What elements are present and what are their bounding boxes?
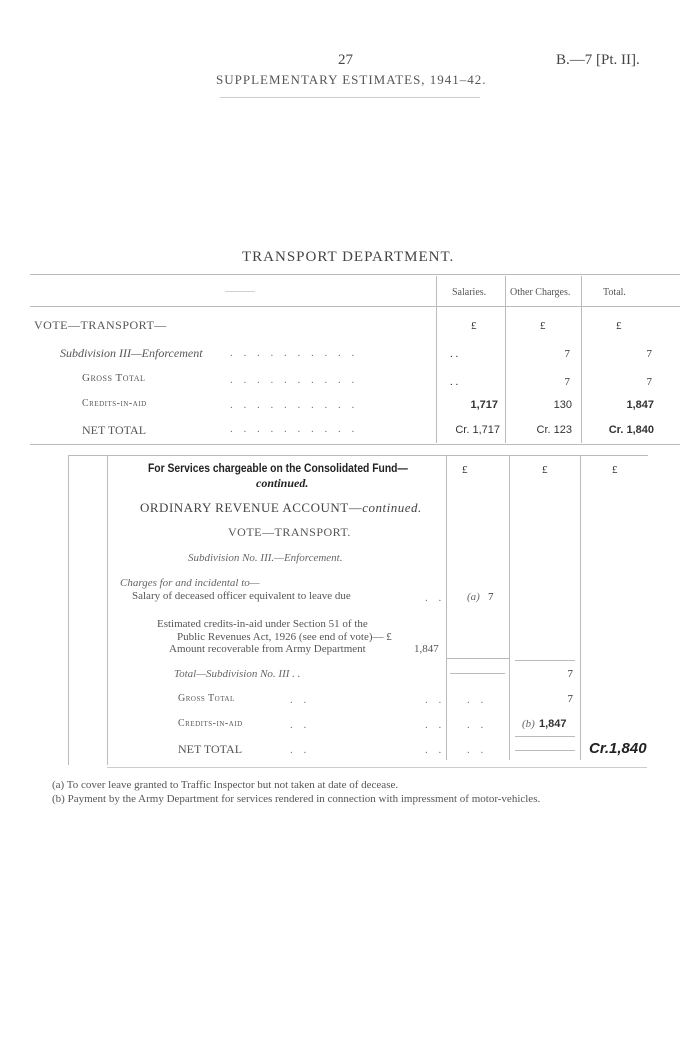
currency-total: £ <box>612 464 618 476</box>
total-value: Cr. 1,840 <box>608 424 654 436</box>
currency-total: £ <box>616 320 622 332</box>
document-title: SUPPLEMENTARY ESTIMATES, 1941–42. <box>216 72 487 87</box>
net-total-label: NET TOTAL <box>178 742 243 756</box>
column-divider <box>436 276 437 443</box>
credits-dots: . . <box>290 719 311 731</box>
column-divider <box>509 455 510 760</box>
salaries-value: 1,717 <box>470 399 498 411</box>
account-continued: continued. <box>362 500 422 515</box>
column-divider <box>580 455 581 760</box>
currency-other: £ <box>542 464 548 476</box>
column-divider <box>505 276 506 443</box>
row-dots: . . . . . . . . . . <box>230 399 359 411</box>
other-charges-value: Cr. 123 <box>536 424 572 436</box>
vote-heading: VOTE—TRANSPORT. <box>228 525 351 539</box>
net-other-rule <box>515 750 575 751</box>
row-label: NET TOTAL <box>82 423 147 437</box>
other-charges-value: 7 <box>564 376 570 388</box>
page-number: 27 <box>338 52 353 68</box>
footnote-a: (a) To cover leave granted to Traffic Inspector but not taken at date of decease. <box>52 779 399 791</box>
credits-in-aid-label: Credits-in-aid <box>178 718 243 729</box>
row-dots: . . . . . . . . . . <box>230 374 359 386</box>
credits-dots: . . <box>425 719 446 731</box>
column-divider <box>446 455 447 760</box>
header-bottom-rule <box>30 306 680 307</box>
total-subdivision-label: Total—Subdivision No. III . . <box>174 668 301 680</box>
section-bottom-rule <box>107 767 647 768</box>
left-border-inner <box>107 455 108 765</box>
credits-rule <box>446 658 509 659</box>
currency-salaries: £ <box>462 464 468 476</box>
credits-estimate-line: Amount recoverable from Army Department <box>169 643 366 655</box>
other-charges-value: 130 <box>553 399 572 411</box>
row-label: Subdivision III—Enforcement <box>60 346 203 360</box>
net-rule <box>515 736 575 737</box>
credits-estimate-line: Estimated credits-in-aid under Section 51 of the <box>157 618 368 630</box>
subdivision-heading: Subdivision No. III.—Enforcement. <box>188 552 343 564</box>
section-heading-continued: continued. <box>256 476 309 490</box>
salaries-value: . . <box>450 348 459 360</box>
column-header-other-charges: Other Charges. <box>510 287 571 298</box>
salary-value: 7 <box>488 591 494 603</box>
gross-dots: . . <box>425 694 446 706</box>
left-border <box>68 455 69 765</box>
total-value: 7 <box>646 348 652 360</box>
net-total-value: Cr.1,840 <box>589 740 647 757</box>
credits-estimate-line: Public Revenues Act, 1926 (see end of vote)— £ <box>177 631 392 643</box>
total-value: 1,847 <box>626 399 654 411</box>
salaries-value: . . <box>450 376 459 388</box>
account-heading <box>140 500 422 516</box>
section-top-rule <box>68 455 648 456</box>
other-charges-value: 7 <box>564 348 570 360</box>
salaries-value: Cr. 1,717 <box>455 424 500 436</box>
table-top-rule <box>30 274 680 275</box>
section-heading: For Services chargeable on the Consolidated Fund— <box>148 461 408 475</box>
vote-label: VOTE—TRANSPORT— <box>34 318 167 332</box>
blank-column-header: ——— <box>225 286 255 297</box>
account-name: ORDINARY REVENUE ACCOUNT— <box>140 500 363 515</box>
gross-salaries-dots: . . <box>467 694 488 706</box>
net-salaries-dots: . . <box>467 744 488 756</box>
header-rule <box>220 97 480 98</box>
gross-dots: . . <box>290 694 311 706</box>
column-header-total: Total. <box>603 287 626 298</box>
column-divider <box>581 276 582 443</box>
row-dots: . . . . . . . . . . <box>230 423 359 435</box>
gross-total-value: 7 <box>567 693 573 705</box>
footnote-ref-b: (b) <box>522 718 535 730</box>
row-dots: . . . . . . . . . . <box>230 347 359 359</box>
credits-salaries-dots: . . <box>467 719 488 731</box>
department-title: TRANSPORT DEPARTMENT. <box>242 249 455 265</box>
salary-item: Salary of deceased officer equivalent to leave due <box>132 590 351 602</box>
credits-in-aid-value: 1,847 <box>539 718 567 730</box>
footnote-ref-a: (a) <box>467 591 480 603</box>
table-bottom-rule <box>30 444 680 445</box>
column-header-salaries: Salaries. <box>452 287 487 298</box>
document-code: B.—7 [Pt. II]. <box>556 52 640 68</box>
footnote-b: (b) Payment by the Army Department for services rendered in connection with impressment of motor-vehicles. <box>52 793 541 805</box>
gross-total-label: Gross Total <box>178 693 235 704</box>
net-dots: . . <box>290 744 311 756</box>
row-label: Gross Total <box>82 372 146 384</box>
charges-heading: Charges for and incidental to— <box>120 577 260 589</box>
salary-dots: . . <box>425 592 446 604</box>
sum-rule <box>515 660 575 661</box>
currency-salaries: £ <box>471 320 477 332</box>
currency-other: £ <box>540 320 546 332</box>
net-dots: . . <box>425 744 446 756</box>
credits-estimate-value: 1,847 <box>414 643 439 655</box>
total-value: 7 <box>646 376 652 388</box>
row-label: Credits-in-aid <box>82 398 147 409</box>
sum-rule <box>450 673 505 674</box>
total-subdivision-value: 7 <box>567 668 573 680</box>
